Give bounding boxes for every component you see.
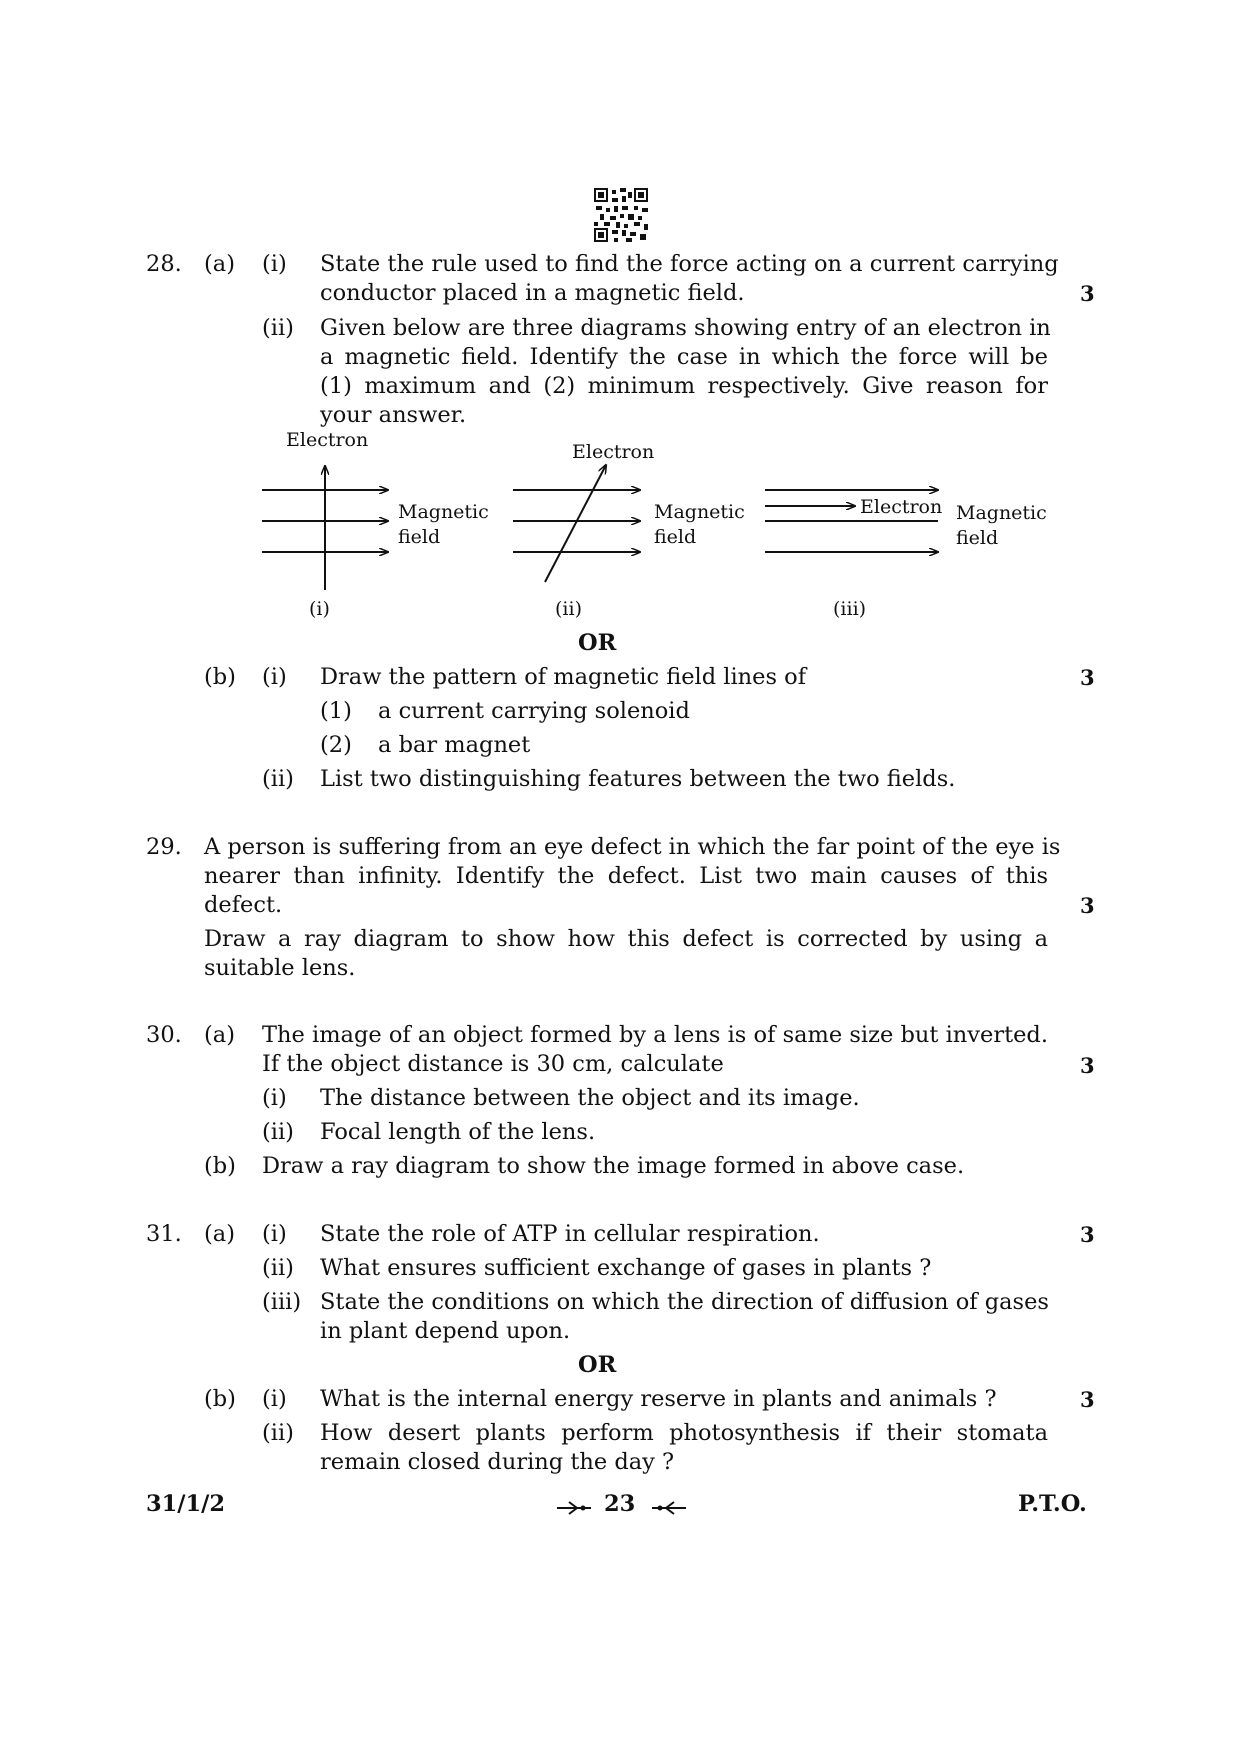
q30-part-a: (a) bbox=[204, 1022, 235, 1048]
q29-number: 29. bbox=[146, 834, 182, 860]
q30-i-text: The distance between the object and its image. bbox=[320, 1085, 860, 1111]
q28-b-i-label: (i) bbox=[262, 664, 287, 690]
q30-ii-label: (ii) bbox=[262, 1119, 294, 1145]
q29-line2: nearer than infinity. Identify the defect. List two main causes of this bbox=[204, 863, 1048, 889]
q28-b-1-label: (1) bbox=[320, 698, 352, 724]
q28-a-ii-label: (ii) bbox=[262, 315, 294, 341]
diagram-i-field-label: field bbox=[398, 526, 441, 548]
diagram-i bbox=[262, 466, 388, 590]
q30-b-text: Draw a ray diagram to show the image formed in above case. bbox=[262, 1153, 965, 1179]
footer-page-number: 23 bbox=[604, 1491, 636, 1517]
q28-b-marks: 3 bbox=[1080, 665, 1095, 690]
diagram-ii-magnetic-label: Magnetic bbox=[654, 501, 745, 523]
diagram-i-electron-label: Electron bbox=[286, 429, 369, 451]
diagram-iii-electron-label: Electron bbox=[860, 496, 943, 518]
q28-b-1-text: a current carrying solenoid bbox=[378, 698, 690, 724]
q29-line1: A person is suffering from an eye defect in which the far point of the eye is bbox=[204, 834, 1061, 860]
footer-pto: P.T.O. bbox=[1018, 1491, 1087, 1517]
q30-marks: 3 bbox=[1080, 1053, 1095, 1078]
diagram-iii-field-label: field bbox=[956, 527, 999, 549]
q29-line4: Draw a ray diagram to show how this defect is corrected by using a bbox=[204, 926, 1048, 952]
q31-iii-line2: in plant depend upon. bbox=[320, 1318, 571, 1344]
q30-part-b: (b) bbox=[204, 1153, 236, 1179]
q28-a-ii-line1: Given below are three diagrams showing entry of an electron in bbox=[320, 315, 1051, 341]
q28-b-2-text: a bar magnet bbox=[378, 732, 531, 758]
diagram-iii-magnetic-label: Magnetic bbox=[956, 502, 1047, 524]
q28-part-b: (b) bbox=[204, 664, 236, 690]
q31-b-ii-line1: How desert plants perform photosynthesis if their stomata bbox=[320, 1420, 1048, 1446]
q31-i-label: (i) bbox=[262, 1221, 287, 1247]
q28-part-a: (a) bbox=[204, 251, 235, 277]
q28-b-i-text: Draw the pattern of magnetic field lines of bbox=[320, 664, 807, 690]
diagram-caption-ii: (ii) bbox=[555, 598, 582, 620]
diagram-ii-electron-label: Electron bbox=[572, 441, 655, 463]
q31-iii-line1: State the conditions on which the direction of diffusion of gases bbox=[320, 1289, 1049, 1315]
footer-paper-code: 31/1/2 bbox=[146, 1491, 226, 1517]
q31-b-ii-label: (ii) bbox=[262, 1420, 294, 1446]
q29-marks: 3 bbox=[1080, 893, 1095, 918]
q31-b-i-text: What is the internal energy reserve in plants and animals ? bbox=[320, 1386, 997, 1412]
q28-b-ii-text: List two distinguishing features between the two fields. bbox=[320, 766, 956, 792]
q30-ii-text: Focal length of the lens. bbox=[320, 1119, 596, 1145]
q31-part-a: (a) bbox=[204, 1221, 235, 1247]
q30-number: 30. bbox=[146, 1022, 182, 1048]
q28-a-ii-line2: a magnetic field. Identify the case in which the force will be bbox=[320, 344, 1048, 370]
q31-ii-text: What ensures sufficient exchange of gases in plants ? bbox=[320, 1255, 932, 1281]
q31-b-ii-line2: remain closed during the day ? bbox=[320, 1449, 675, 1475]
q31-i-text: State the role of ATP in cellular respiration. bbox=[320, 1221, 820, 1247]
q31-b-marks: 3 bbox=[1080, 1387, 1095, 1412]
q28-a-ii-line4: your answer. bbox=[320, 402, 467, 428]
q31-or: OR bbox=[578, 1352, 617, 1378]
q31-iii-label: (iii) bbox=[262, 1289, 302, 1315]
diagram-caption-iii: (iii) bbox=[833, 598, 867, 620]
diagram-ii-field-label: field bbox=[654, 526, 697, 548]
q30-line2: If the object distance is 30 cm, calculate bbox=[262, 1051, 724, 1077]
q31-part-b: (b) bbox=[204, 1386, 236, 1412]
q28-a-i-line1: State the rule used to find the force acting on a current carrying bbox=[320, 251, 1059, 277]
q28-a-ii-line3: (1) maximum and (2) minimum respectively. Give reason for bbox=[320, 373, 1048, 399]
electron-field-diagrams bbox=[0, 0, 1241, 640]
q28-a-i-line2: conductor placed in a magnetic field. bbox=[320, 280, 745, 306]
q31-b-i-label: (i) bbox=[262, 1386, 287, 1412]
q31-number: 31. bbox=[146, 1221, 182, 1247]
q28-number: 28. bbox=[146, 251, 182, 277]
footer-right-ornament-icon bbox=[648, 1500, 688, 1516]
diagram-caption-i: (i) bbox=[309, 598, 330, 620]
footer-left-ornament-icon bbox=[555, 1500, 595, 1516]
q31-marks: 3 bbox=[1080, 1222, 1095, 1247]
q29-line3: defect. bbox=[204, 892, 283, 918]
diagram-i-magnetic-label: Magnetic bbox=[398, 501, 489, 523]
q28-b-ii-label: (ii) bbox=[262, 766, 294, 792]
q28-a-i-label: (i) bbox=[262, 251, 287, 277]
q28-or: OR bbox=[578, 630, 617, 656]
q28-marks: 3 bbox=[1080, 281, 1095, 306]
q31-ii-label: (ii) bbox=[262, 1255, 294, 1281]
q30-line1: The image of an object formed by a lens is of same size but inverted. bbox=[262, 1022, 1048, 1048]
q29-line5: suitable lens. bbox=[204, 955, 356, 981]
q30-i-label: (i) bbox=[262, 1085, 287, 1111]
q28-b-2-label: (2) bbox=[320, 732, 352, 758]
diagram-ii bbox=[513, 465, 640, 582]
